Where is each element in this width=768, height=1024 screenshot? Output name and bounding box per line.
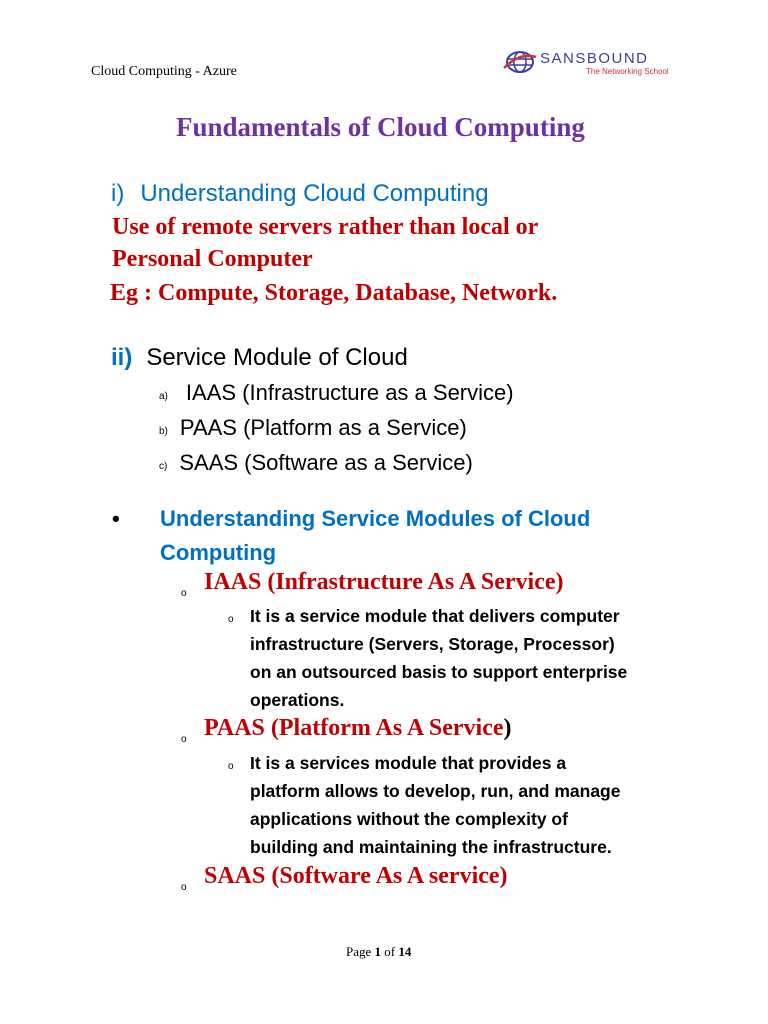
- definition-line-1: Use of remote servers rather than local or: [112, 214, 539, 240]
- desc-line: applications without the complexity of: [250, 809, 568, 829]
- circle-marker: o: [181, 588, 187, 599]
- service-title-iaas: IAAS (Infrastructure As A Service): [204, 569, 564, 595]
- globe-icon: [502, 48, 538, 76]
- section1-definition: [112, 211, 538, 275]
- sansbound-logo: [502, 48, 677, 78]
- section3-heading: [112, 502, 591, 570]
- header-title: Cloud Computing - Azure: [91, 64, 237, 79]
- list-letter: a): [159, 391, 168, 402]
- service-title-saas: SAAS (Software As A service): [204, 863, 508, 889]
- page-footer: [346, 944, 411, 960]
- section2-heading-text: Service Module of Cloud: [146, 344, 408, 371]
- circle-marker: o: [228, 614, 234, 625]
- list-letter: b): [159, 426, 168, 437]
- list-text: PAAS (Platform as a Service): [179, 415, 467, 440]
- page-label: Page: [346, 944, 372, 959]
- list-letter: c): [159, 461, 168, 472]
- desc-line: It is a services module that provides a: [250, 753, 567, 773]
- desc-line: operations.: [250, 690, 345, 710]
- logo-tagline: The Networking School: [586, 67, 669, 76]
- definition-line-2: Personal Computer: [112, 246, 313, 272]
- service-desc-paas: [250, 749, 620, 861]
- section1-example: Eg : Compute, Storage, Database, Network.: [110, 280, 558, 306]
- of-label: of: [384, 944, 396, 959]
- desc-line: on an outsourced basis to support enterprise: [250, 662, 628, 682]
- circle-marker: o: [228, 761, 234, 772]
- desc-line: It is a service module that delivers computer: [250, 606, 620, 626]
- section3-heading-line-1: Understanding Service Modules of Cloud: [160, 506, 591, 531]
- service-title-paas: [204, 715, 512, 742]
- section2-number: ii): [111, 344, 133, 371]
- desc-line: platform allows to develop, run, and manage: [250, 781, 621, 801]
- section2-heading: [111, 344, 408, 372]
- desc-line: building and maintaining the infrastructure.: [250, 837, 612, 857]
- service-title-paas-suffix: ): [503, 715, 512, 741]
- section1-heading: [111, 180, 489, 208]
- desc-line: infrastructure (Servers, Storage, Processor): [250, 634, 615, 654]
- list-item: [159, 380, 514, 406]
- list-text: SAAS (Software as a Service): [179, 450, 473, 475]
- section1-heading-text: Understanding Cloud Computing: [140, 180, 489, 207]
- circle-marker: o: [181, 734, 187, 745]
- circle-marker: o: [181, 882, 187, 893]
- total-pages: 14: [398, 944, 412, 959]
- list-item: [159, 450, 473, 476]
- list-text: IAAS (Infrastructure as a Service): [185, 380, 514, 405]
- service-desc-iaas: [250, 602, 627, 714]
- page-title: Fundamentals of Cloud Computing: [176, 112, 585, 142]
- section1-number: i): [111, 180, 125, 207]
- section3-heading-line-2: Computing: [160, 540, 277, 565]
- service-title-paas-text: PAAS (Platform As A Service: [204, 715, 504, 741]
- list-item: [159, 415, 467, 441]
- bullet-marker: •: [112, 506, 120, 531]
- page-number: 1: [374, 944, 382, 959]
- logo-name: SANSBOUND: [540, 50, 649, 67]
